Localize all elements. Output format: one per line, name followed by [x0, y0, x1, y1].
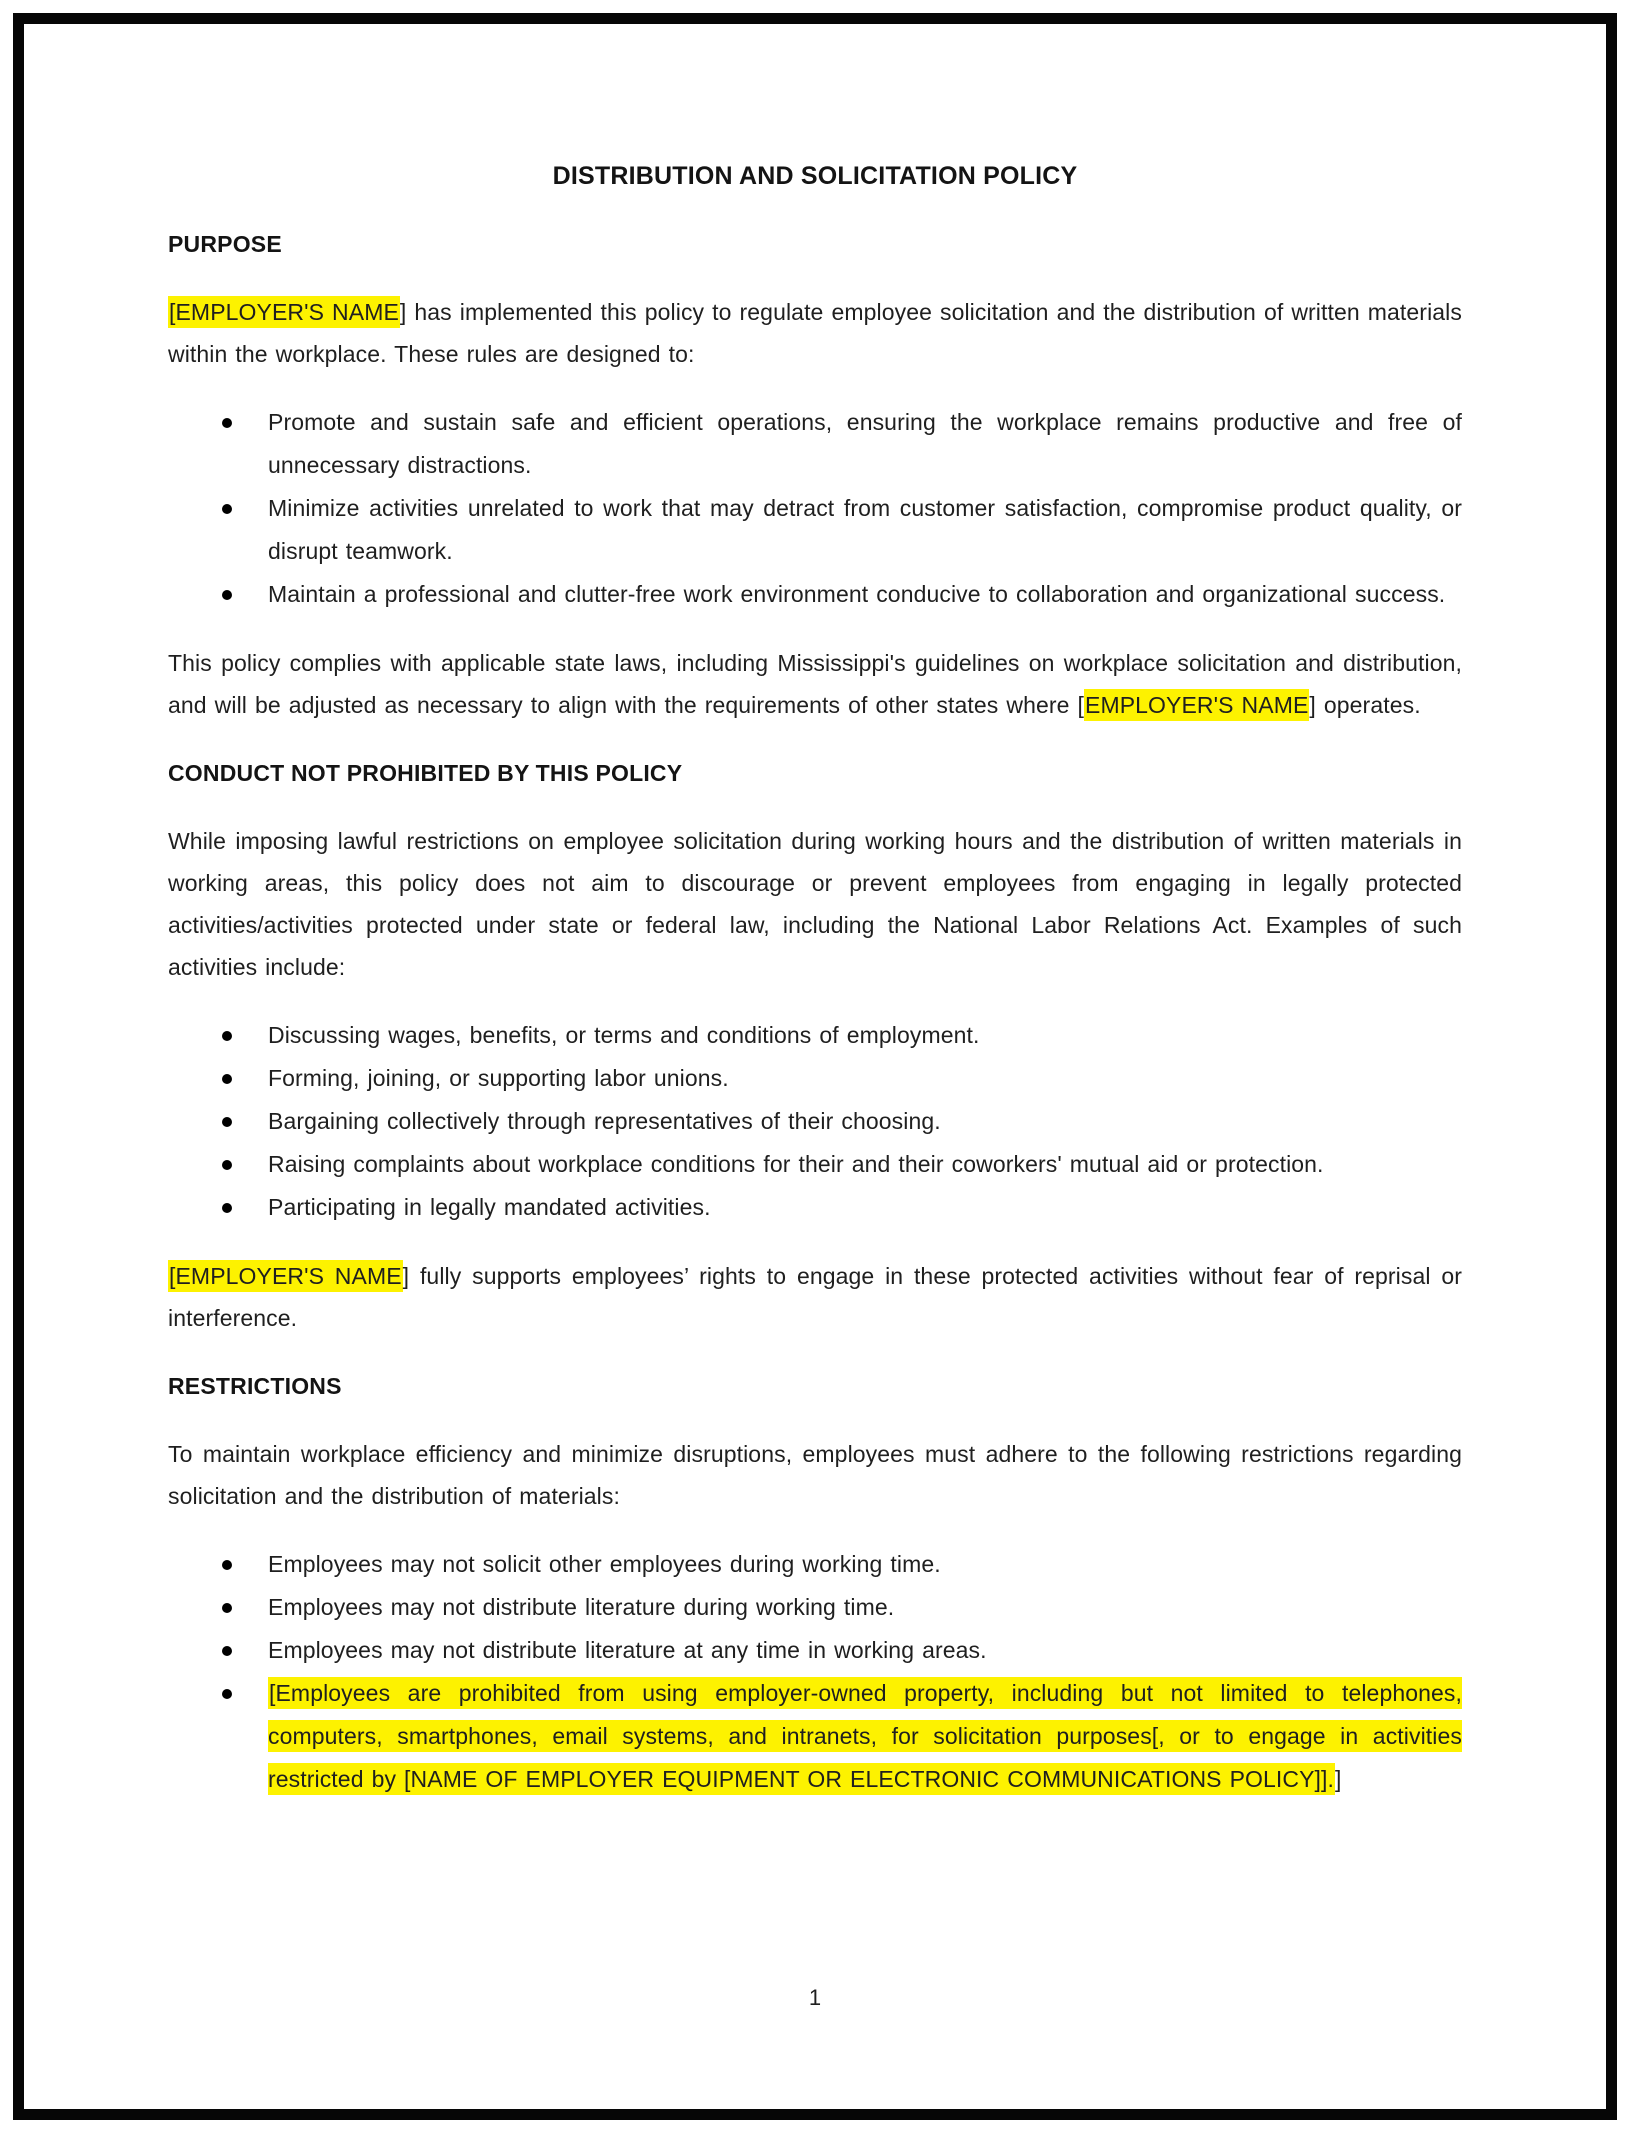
- list-item: [Employees are prohibited from using employer-owned property, including but not limited to telephones, computers, smartphones, email systems, and intranets, for solicitation purposes[, or to engage in activities restricted by [NAME OF EMPLOYER EQUIPMENT OR ELECTRONIC COMMUNICATIONS POLICY]].]: [268, 1672, 1462, 1801]
- list-item: Employees may not distribute literature during working time.: [268, 1586, 1462, 1629]
- highlighted-text: [Employees are prohibited from using employer-owned property, including but not limited to telephones, computers, smartphones, email systems, and intranets, for solicitation purposes[, or to engage in activities restricted by [NAME OF EMPLOYER EQUIPMENT OR ELECTRONIC COMMUNICATIONS POLICY]].: [268, 1677, 1462, 1795]
- list-item: Forming, joining, or supporting labor unions.: [268, 1057, 1462, 1100]
- highlighted-text: [EMPLOYER'S NAME: [168, 296, 400, 328]
- highlighted-text: EMPLOYER'S NAME: [1084, 689, 1309, 721]
- list-item: Maintain a professional and clutter-free work environment conducive to collaboration and organizational success.: [268, 573, 1462, 616]
- bullet-list: [168, 1543, 1462, 1801]
- list-item: Promote and sustain safe and efficient operations, ensuring the workplace remains productive and free of unnecessary distractions.: [268, 401, 1462, 487]
- list-item: Bargaining collectively through representatives of their choosing.: [268, 1100, 1462, 1143]
- list-item: Discussing wages, benefits, or terms and conditions of employment.: [268, 1014, 1462, 1057]
- highlighted-text: [EMPLOYER'S NAME: [168, 1260, 403, 1292]
- list-item: Employees may not distribute literature at any time in working areas.: [268, 1629, 1462, 1672]
- list-item: Employees may not solicit other employees during working time.: [268, 1543, 1462, 1586]
- list-item: Raising complaints about workplace conditions for their and their coworkers' mutual aid or protection.: [268, 1143, 1462, 1186]
- bullet-list: [168, 401, 1462, 616]
- list-item: Minimize activities unrelated to work that may detract from customer satisfaction, compromise product quality, or disrupt teamwork.: [268, 487, 1462, 573]
- list-item: Participating in legally mandated activities.: [268, 1186, 1462, 1229]
- paragraph: To maintain workplace efficiency and minimize disruptions, employees must adhere to the following restrictions regarding solicitation and the distribution of materials:: [168, 1441, 1462, 1509]
- section-heading: CONDUCT NOT PROHIBITED BY THIS POLICY: [168, 760, 683, 786]
- section-heading: PURPOSE: [168, 231, 282, 257]
- section-heading: RESTRICTIONS: [168, 1373, 342, 1399]
- page-number: 1: [808, 1985, 822, 2010]
- paragraph: [EMPLOYER'S NAME] fully supports employees’ rights to engage in these protected activities without fear of reprisal or interference.: [168, 1255, 1462, 1339]
- paragraph: This policy complies with applicable state laws, including Mississippi's guidelines on workplace solicitation and distribution, and will be adjusted as necessary to align with the requirements of other states where [EMPLOYER'S NAME] operates.: [168, 642, 1462, 726]
- paragraph: [EMPLOYER'S NAME] has implemented this policy to regulate employee solicitation and the distribution of written materials within the workplace. These rules are designed to:: [168, 291, 1462, 375]
- document-content: [168, 24, 1462, 1801]
- bullet-list: [168, 1014, 1462, 1229]
- document-title: DISTRIBUTION AND SOLICITATION POLICY: [552, 162, 1078, 190]
- paragraph: While imposing lawful restrictions on employee solicitation during working hours and the distribution of written materials in working areas, this policy does not aim to discourage or prevent employees from engaging in legally protected activities/activities protected under state or federal law, including the National Labor Relations Act. Examples of such activities include:: [168, 828, 1462, 980]
- document-body: [168, 223, 1462, 1801]
